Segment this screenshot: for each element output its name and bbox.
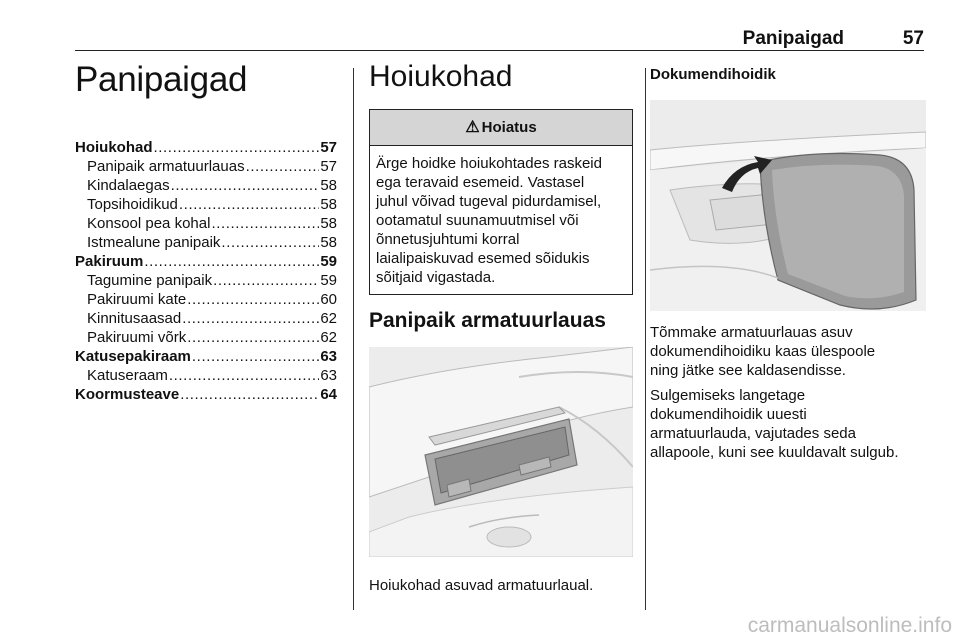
warning-title: Hoiatus xyxy=(481,119,537,136)
warning-line: laialipaiskuvad esemed sõidukis xyxy=(376,250,590,267)
text-line: ning jätke see kaldasendisse. xyxy=(650,362,846,379)
instruction-open xyxy=(650,323,926,380)
toc-entry-title: Konsool pea kohal xyxy=(87,215,211,232)
header-section-title: Panipaigad xyxy=(742,28,844,49)
warning-triangle-icon: ⚠ xyxy=(465,119,480,136)
toc-leader-dots xyxy=(192,347,319,366)
toc-entry-page: 58 xyxy=(320,215,337,232)
chapter-title: Panipaigad xyxy=(75,60,248,99)
table-of-contents xyxy=(75,138,337,404)
column-divider-left xyxy=(353,68,354,610)
text-line: dokumendihoidiku kaas ülespoole xyxy=(650,343,876,360)
instruction-close xyxy=(650,386,926,462)
toc-entry-title: Pakiruumi kate xyxy=(87,291,187,308)
toc-leader-dots xyxy=(179,195,319,214)
toc-entry-title: Katusepakiraam xyxy=(75,348,191,365)
toc-leader-dots xyxy=(182,309,319,328)
warning-line: sõitjaid vigastada. xyxy=(376,269,496,286)
header-page-number: 57 xyxy=(902,28,924,49)
toc-entry-page: 62 xyxy=(320,329,337,346)
toc-entry-title: Topsihoidikud xyxy=(87,196,178,213)
toc-entry-page: 60 xyxy=(320,291,337,308)
toc-entry-title: Pakiruumi võrk xyxy=(87,329,187,346)
toc-leader-dots xyxy=(211,214,319,233)
toc-entry-title: Hoiukohad xyxy=(75,139,153,156)
dashboard-storage-illustration xyxy=(369,347,633,557)
toc-leader-dots xyxy=(187,328,319,347)
toc-entry-page: 58 xyxy=(320,234,337,251)
warning-line: ega teravaid esemeid. Vastasel xyxy=(376,174,585,191)
toc-entry-page: 63 xyxy=(320,348,337,365)
toc-entry-title: Kinnitusaasad xyxy=(87,310,182,327)
document-holder-title: Dokumendihoidik xyxy=(650,66,776,83)
warning-line: Ärge hoidke hoiukohtades raskeid xyxy=(376,155,602,172)
text-line: Sulgemiseks langetage xyxy=(650,387,806,404)
toc-leader-dots xyxy=(187,290,319,309)
watermark: carmanualsonline.info xyxy=(747,614,952,637)
text-line: Tõmmake armatuurlauas asuv xyxy=(650,324,853,341)
warning-line: õnnetusjuhtumi korral xyxy=(376,231,520,248)
toc-entry-title: Panipaik armatuurlauas xyxy=(87,158,245,175)
toc-entry-title: Pakiruum xyxy=(75,253,144,270)
text-line: allapoole, kuni see kuuldavalt sulgub. xyxy=(650,444,899,461)
toc-entry-main xyxy=(75,385,337,404)
warning-line: juhul võivad tugeval pidurdamisel, xyxy=(376,193,602,210)
warning-header xyxy=(370,110,632,146)
toc-entry-main xyxy=(75,252,337,271)
toc-entry-page: 64 xyxy=(320,386,337,403)
toc-entry-page: 63 xyxy=(320,367,337,384)
toc-entry-sub xyxy=(75,214,337,233)
toc-entry-main xyxy=(75,347,337,366)
toc-entry-page: 58 xyxy=(320,196,337,213)
toc-entry-title: Istmealune panipaik xyxy=(87,234,221,251)
toc-entry-sub xyxy=(75,290,337,309)
toc-entry-sub xyxy=(75,176,337,195)
toc-entry-sub xyxy=(75,271,337,290)
toc-entry-page: 62 xyxy=(320,310,337,327)
toc-entry-page: 58 xyxy=(320,177,337,194)
toc-entry-title: Katuseraam xyxy=(87,367,168,384)
toc-leader-dots xyxy=(213,271,319,290)
toc-entry-title: Kindalaegas xyxy=(87,177,170,194)
toc-entry-page: 59 xyxy=(320,272,337,289)
toc-entry-sub xyxy=(75,157,337,176)
middle-column xyxy=(369,60,633,595)
text-line: dokumendihoidik uuesti xyxy=(650,406,807,423)
page-header xyxy=(75,28,924,51)
toc-entry-page: 57 xyxy=(320,158,337,175)
toc-leader-dots xyxy=(154,138,320,157)
toc-entry-title: Koormusteave xyxy=(75,386,180,403)
toc-entry-sub xyxy=(75,233,337,252)
storage-caption: Hoiukohad asuvad armatuurlaual. xyxy=(369,577,594,594)
toc-leader-dots xyxy=(221,233,319,252)
warning-line: ootamatul suunamuutmisel või xyxy=(376,212,579,229)
column-divider-right xyxy=(645,68,646,610)
toc-entry-main xyxy=(75,138,337,157)
warning-box xyxy=(369,109,633,295)
toc-entry-sub xyxy=(75,366,337,385)
text-line: armatuurlauda, vajutades seda xyxy=(650,425,856,442)
subsection-title: Panipaik armatuurlauas xyxy=(369,309,606,332)
toc-entry-title: Tagumine panipaik xyxy=(87,272,213,289)
toc-entry-sub xyxy=(75,309,337,328)
toc-entry-sub xyxy=(75,328,337,347)
section-title: Hoiukohad xyxy=(369,60,513,93)
warning-text xyxy=(370,146,632,294)
toc-leader-dots xyxy=(246,157,320,176)
toc-leader-dots xyxy=(169,366,319,385)
toc-leader-dots xyxy=(180,385,319,404)
toc-leader-dots xyxy=(171,176,320,195)
toc-entry-page: 59 xyxy=(320,253,337,270)
right-column xyxy=(650,66,926,462)
toc-leader-dots xyxy=(144,252,319,271)
toc-entry-sub xyxy=(75,195,337,214)
document-holder-illustration xyxy=(650,100,926,311)
toc-entry-page: 57 xyxy=(320,139,337,156)
toc-column xyxy=(75,60,337,404)
